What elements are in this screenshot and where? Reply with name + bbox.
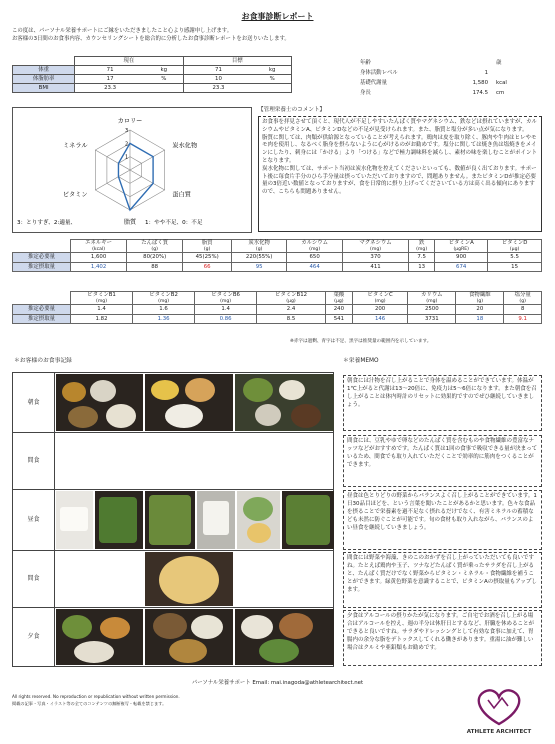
- meal-row-dinner: 夕食: [12, 607, 334, 667]
- meal-row-snack-2: 間食: [12, 550, 334, 607]
- meal-photo: [235, 609, 334, 665]
- memo-snack-2: 間食には野菜や海藻、きのこのおかずを召し上がっていただいても良いですね。たとえば鶏肉や玉子、ツナなどたんぱく質が乗ったサラダを召し上がると、たんぱく質だけでなく野菜からビタミン・ミネラル・食物繊維を補うことができます。緑黄色野菜を意識することで、ビタミンAの摂取量もアップします。: [343, 552, 542, 608]
- required-value: 5.5: [488, 253, 542, 263]
- required-value: 370: [343, 253, 409, 263]
- nutrient-header: たんぱく質 (g): [127, 240, 183, 253]
- page-title: お食事診断レポート: [241, 12, 314, 21]
- meal-photo: [56, 609, 143, 665]
- required-value: 240: [325, 305, 352, 315]
- radar-scale-label: 3: [125, 128, 129, 134]
- radar-chart: [13, 108, 251, 232]
- intake-value: 146: [352, 314, 407, 324]
- nutrient-header: ビタミンB1 (mg): [71, 292, 133, 305]
- comment-title: 【管理栄養士のコメント】: [258, 107, 326, 113]
- footer-contact: パーソナル栄養サポート Email: mai.inagoda@athletearchitect.net: [191, 680, 364, 686]
- nutrient-header: マグネシウム (mg): [343, 240, 409, 253]
- table-row: 身長 174.5 cm: [360, 89, 505, 96]
- intake-value: 9.1: [504, 314, 542, 324]
- intake-value: 3731: [408, 314, 456, 324]
- required-value: 1,600: [71, 253, 127, 263]
- memo-lunch: 昼食は色とりどりの野菜からバランスよく召し上がることができています。1日30品目ほどを、という言葉を聞いたことがあるかと思います。色々な食品を摂ることで栄養素を過不足なく摂れるだけでなく、有害ミネラルの蓄積なども未然に防ぐことが可能です。旬の食材も取り入れながら、バランスのよい昼食を継続していきましょう。: [343, 490, 542, 550]
- meal-photo: [197, 491, 235, 549]
- header-current: 現在: [75, 57, 183, 66]
- meal-row-snack-1: 間食: [12, 432, 334, 489]
- comment-text: お食事を拝見させて頂くと、現代人が不足しやすいたんぱく質やマグネシウム、鉄などは摂れていますが、カルシウムやビタミンA、ビタミンDなどの不足が見受けられます。また、脂質と塩分が多い点が気になります。 脂質に関しては、肉類が供給源となっていることが考えられます。鶏肉は皮を取り除く、豚肉や牛肉はヒレやモモ肉を使用し、なるべく脂身を摂らないように心がけるのがお勧めです。塩分に関しては焼き魚は塩焼きをメインにしたり、刺身には「かける」より「つける」などで極力調味料を減らし、素材の味を楽しむことがポイントとなります。 炭水化物に関しては、サポート当初は炭水化物を控えてくださいといっても、数値が良く出ております。サポート後に毎食片手分のひら手分量は摂っていただいておりますので、問題ありません。またビタミンDが推定必要量の3倍近い数値となっておりますが、食を日常的に摂り上げってくださいている方は高く出る傾向にありますので、こちらも問題ありません。: [258, 116, 542, 232]
- nutrient-header: 塩分量 (g): [504, 292, 542, 305]
- intake-value: 66: [183, 262, 232, 272]
- body-measure-table: [12, 56, 292, 93]
- nutrient-header: ビタミンB12 (μg): [257, 292, 326, 305]
- nutrient-header: ビタミンA (μgRE): [435, 240, 488, 253]
- intake-value: 464: [287, 262, 343, 272]
- required-value: 200: [352, 305, 407, 315]
- intake-value: 15: [488, 262, 542, 272]
- table-row: 推定必要量 1,600 80(20%) 45(25%) 220(55%) 650 370 7.5 900 5.5: [13, 253, 542, 263]
- table-row: 推定必要量 1.4 1.6 1.4 2.4 240 200 2500 20 8: [13, 305, 542, 315]
- intake-value: 411: [343, 262, 409, 272]
- meal-photo: [145, 491, 195, 549]
- radar-axis-label: 脂質: [123, 219, 137, 226]
- intake-value: 8.5: [257, 314, 326, 324]
- nutrient-table-2: [12, 291, 542, 324]
- nutrient-header: ビタミンC (mg): [352, 292, 407, 305]
- meal-row-breakfast: 朝食: [12, 372, 334, 432]
- intake-value: 1,402: [71, 262, 127, 272]
- nutrient-header: 脂質 (g): [183, 240, 232, 253]
- memo-section-title: ＊栄養MEMO: [343, 358, 379, 364]
- memo-snack-1: 間食には、豆乳やゆで卵などのたんぱく質を含むものや食物繊維の豊富なナッツなどがおすすめです。たんぱく質は1回の食事で吸収できる量が決まっているため、間食でも取り入れていただくことで効率的に筋肉をつくることができます。: [343, 435, 542, 487]
- required-value: 80(20%): [127, 253, 183, 263]
- meal-photo: [237, 491, 280, 549]
- required-value: 1.4: [71, 305, 133, 315]
- intake-value: 95: [232, 262, 287, 272]
- nutrient-header: カルシウム (mg): [287, 240, 343, 253]
- radar-axis-label: 蛋白質: [172, 191, 191, 199]
- required-value: 2.4: [257, 305, 326, 315]
- radar-scale-label: 1: [125, 154, 129, 161]
- nutrient-header: エネルギー (kcal): [71, 240, 127, 253]
- required-value: 7.5: [409, 253, 435, 263]
- radar-axis-label: ビタミン: [62, 191, 88, 199]
- radar-axis-label: ミネラル: [62, 142, 88, 150]
- radar-scale-label: 2: [125, 141, 129, 148]
- table-row: BMI 23.3 23.3: [13, 84, 292, 93]
- radar-chart-box: [12, 107, 252, 233]
- intake-value: 13: [409, 262, 435, 272]
- nutrient-table-1: [12, 239, 542, 272]
- meal-photo: [56, 491, 93, 549]
- nutrient-header: ビタミンD (μg): [488, 240, 542, 253]
- intake-value: 18: [456, 314, 504, 324]
- required-value: 2500: [408, 305, 456, 315]
- meal-photo: [145, 609, 233, 665]
- nutrient-header: ビタミンB2 (mg): [133, 292, 195, 305]
- radar-legend-left: 3：とりすぎ、2:適量、: [17, 220, 77, 226]
- meal-row-lunch: 昼食: [12, 489, 334, 550]
- nutrient-header: カリウム (mg): [408, 292, 456, 305]
- table-row: 体重 71 kg 71 kg: [13, 66, 292, 75]
- table-row: 推定摂取量 1,402 88 66 95 464 411 13 674 15: [13, 262, 542, 272]
- nutrient-header: 葉酸 (μg): [325, 292, 352, 305]
- meal-photo: [145, 374, 233, 431]
- nutrient-header: 炭水化物 (g): [232, 240, 287, 253]
- svg-text:ATHLETE ARCHITECT: ATHLETE ARCHITECT: [466, 729, 532, 735]
- table-row: 体脂肪率 17 % 10 %: [13, 75, 292, 84]
- required-value: 45(25%): [183, 253, 232, 263]
- radar-axis-label: カロリー: [117, 118, 143, 125]
- meal-photo: [95, 491, 143, 549]
- memo-breakfast: 朝食には汁物を召し上がることで身体を温めることができています。体温が1℃上がると代謝は13〜20倍に、免疫力は5〜6倍になります。また朝食を召し上がることは体内時計のリセットに効果的ですのでぜひ継続していきましょう。: [343, 375, 542, 431]
- meal-section-title: ＊お客様のお食事記録: [14, 358, 72, 364]
- nutrient-header: 食物繊維 (g): [456, 292, 504, 305]
- intake-value: 674: [435, 262, 488, 272]
- intake-value: 1.82: [71, 314, 133, 324]
- meal-photo: [235, 374, 334, 431]
- meal-photo: [145, 552, 233, 606]
- footer-rights: All rights reserved. No reproduction or republication without written permission. 掲載の記事・写真・イラスト等の全てのコンテンツの無断複写・転載を禁じます。: [12, 694, 180, 707]
- nutrient-header: 鉄 (mg): [409, 240, 435, 253]
- athlete-architect-logo: [458, 686, 540, 736]
- table-row: 身体活動レベル 1: [360, 69, 488, 76]
- intake-value: 541: [325, 314, 352, 324]
- personal-info-table: [358, 58, 538, 98]
- memo-dinner: 夕食はアルコールの摂りかたが気になります。ご自宅でお酒を召し上がる場合はアルコールを控え、週の半分は休肝日とするなど、肝臓を休めることができると良いですね。サラダやドレッシングとして有効な食事に加えて、胃腸内の余分な脂をデトックスしてくれる働きがあります。重湯に油が難しい場合はクルミや亜鉛類もお勧めです。: [343, 610, 542, 666]
- table-row: 基礎代謝量 1,580 kcal: [360, 79, 507, 86]
- nutrient-header: ビタミンB6 (mg): [195, 292, 257, 305]
- required-value: 220(55%): [232, 253, 287, 263]
- required-value: 20: [456, 305, 504, 315]
- radar-legend-right: 1：やや不足、0：不足: [145, 220, 203, 226]
- intake-value: 1.36: [133, 314, 195, 324]
- meal-photo: [56, 374, 143, 431]
- meal-photo: [282, 491, 334, 549]
- required-value: 1.4: [195, 305, 257, 315]
- table-row: 推定摂取量 1.82 1.36 0.86 8.5 541 146 3731 18 9.1: [13, 314, 542, 324]
- table-row: 年齢 歳: [360, 59, 502, 66]
- intro-text: この度は、パーソナル栄養サポートにご縁をいただきましたこと心より感謝申し上げます。 お客様の3日間のお食事内容、カウンセリングシートを総合的に分析したお食事診断レポートをお送りいたします。: [12, 28, 290, 42]
- required-value: 1.6: [133, 305, 195, 315]
- required-value: 650: [287, 253, 343, 263]
- intake-value: 88: [127, 262, 183, 272]
- required-value: 8: [504, 305, 542, 315]
- nutritionist-comment: [258, 107, 542, 233]
- radar-axis-label: 炭水化物: [172, 142, 198, 150]
- header-target: 目標: [183, 57, 291, 66]
- required-value: 900: [435, 253, 488, 263]
- intake-value: 0.86: [195, 314, 257, 324]
- color-note: ※赤字は過剰、青字は不足、黒字は推奨量の範囲内を示しています。: [290, 339, 432, 344]
